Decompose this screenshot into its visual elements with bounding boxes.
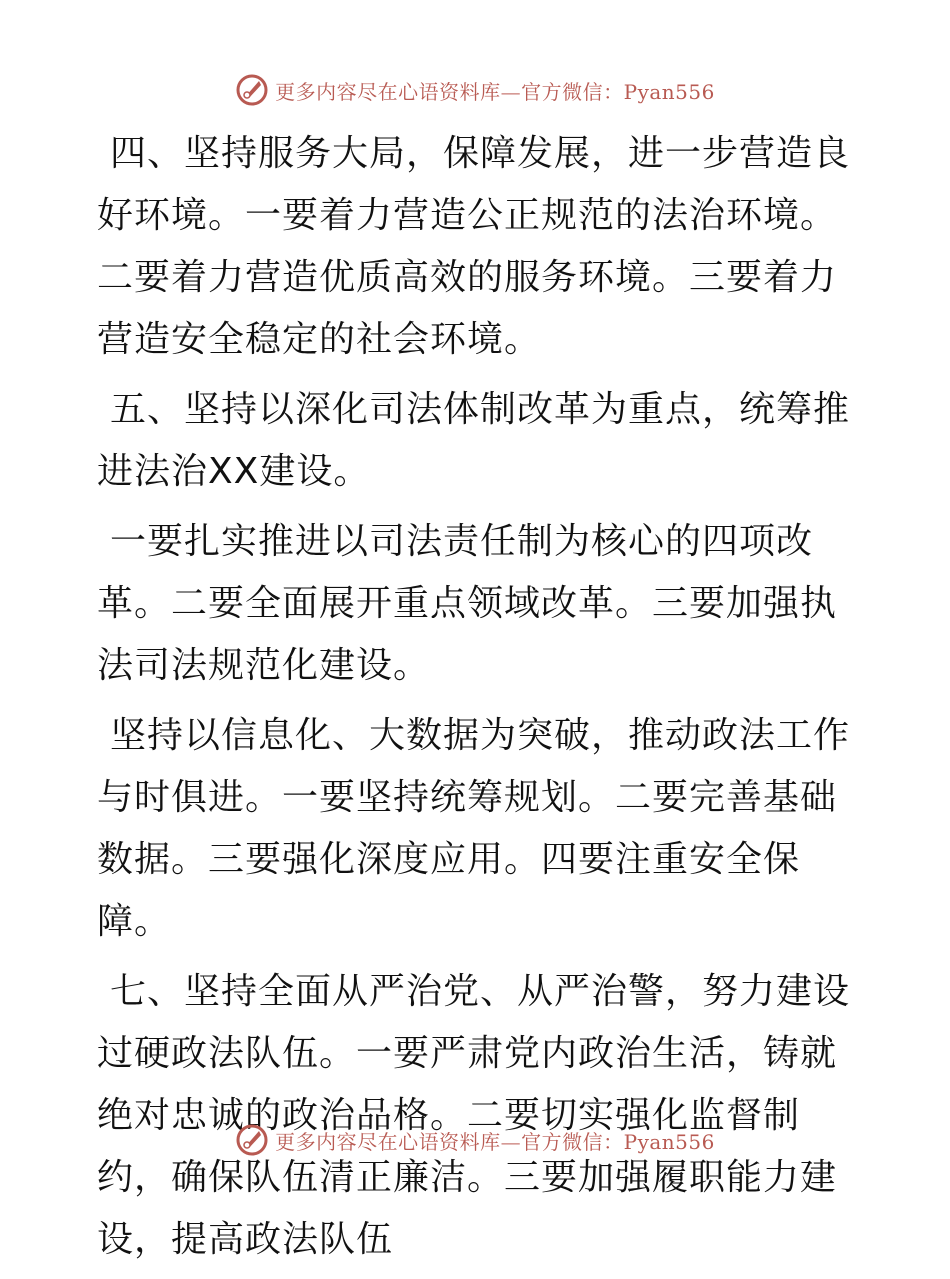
document-body: [97, 123, 853, 1279]
watermark-main: 更多内容尽在心语资料库: [275, 1129, 501, 1154]
watermark-main: 更多内容尽在心语资料库: [275, 79, 501, 104]
watermark-dash: —: [500, 1129, 522, 1154]
paragraph-4: 四、坚持服务大局，保障发展，进一步营造良好环境。一要着力营造公正规范的法治环境。二要着力营造优质高效的服务环境。三要着力营造安全稳定的社会环境。: [97, 133, 851, 360]
watermark-text: [275, 76, 715, 105]
paragraph-5: 五、坚持以深化司法体制改革为重点，统筹推进法治XX建设。: [97, 389, 851, 492]
watermark-wechat: 官方微信：Pyan556: [521, 79, 715, 104]
paragraph-6: 坚持以信息化、大数据为突破，推动政法工作与时俱进。一要坚持统筹规划。二要完善基础数据。三要强化深度应用。四要注重安全保障。: [97, 715, 851, 942]
paragraph-5-detail: 一要扎实推进以司法责任制为核心的四项改革。二要全面展开重点领域改革。三要加强执法司法规范化建设。: [97, 521, 838, 686]
watermark-wechat: 官方微信：Pyan556: [521, 1129, 715, 1154]
header-watermark: [0, 70, 950, 110]
watermark-dash: —: [500, 79, 522, 104]
quill-logo-icon: [235, 73, 269, 107]
quill-logo-icon: [235, 1123, 269, 1157]
paragraph-7: 七、坚持全面从严治党、从严治警，努力建设过硬政法队伍。一要严肃党内政治生活，铸就绝对忠诚的政治品格。二要切实强化监督制约，确保队伍清正廉洁。三要加强履职能力建设，提高政法队伍: [97, 971, 851, 1260]
footer-watermark: [0, 1120, 950, 1160]
watermark-text: [275, 1126, 715, 1155]
